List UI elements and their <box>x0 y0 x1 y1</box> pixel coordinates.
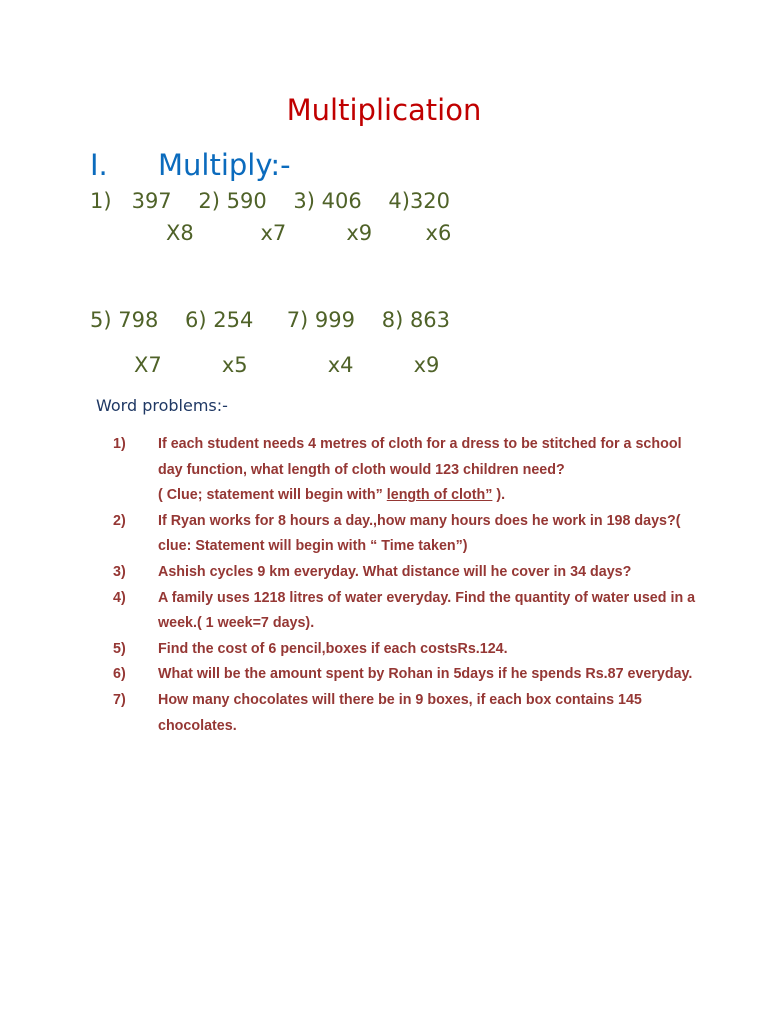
problem-clue: ( Clue; statement will begin with” <box>158 487 387 504</box>
item-number: 6) <box>113 666 126 683</box>
multiply-row-2-factors: X7 x5 x4 x9 <box>134 353 440 377</box>
item-number: 1) <box>113 436 126 452</box>
section-number: I. <box>90 148 108 182</box>
word-problems-list <box>0 432 768 739</box>
item-number: 7) <box>113 691 126 708</box>
problem-text: How many chocolates will there be in 9 boxes, if each box contains 145 chocolates. <box>158 691 642 734</box>
list-item <box>0 586 698 637</box>
problem-text: A family uses 1218 litres of water everyday. Find the quantity of water used in a week.( 1 week=7 days). <box>158 589 696 632</box>
problem-text: If each student needs 4 metres of cloth for a dress to be stitched for a school day function, what length of cloth would 123 children need? <box>158 436 682 478</box>
multiply-row-1-factors: X8 x7 x9 x6 <box>166 221 452 245</box>
problem-text: What will be the amount spent by Rohan in 5days if he spends Rs.87 everyday. <box>158 666 693 683</box>
section-heading <box>90 145 291 185</box>
item-number: 2) <box>113 512 126 529</box>
section-label: Multiply:- <box>158 148 291 182</box>
problem-text: If Ryan works for 8 hours a day.,how many hours does he work in 198 days?( clue: Statement will begin with “ Time taken”) <box>158 512 681 555</box>
item-number: 5) <box>113 640 126 657</box>
word-problems-heading: Word problems:- <box>96 396 228 415</box>
list-item <box>0 662 698 688</box>
problem-text: Find the cost of 6 pencil,boxes if each costsRs.124. <box>158 640 508 657</box>
item-number: 3) <box>113 563 126 580</box>
problem-clue-underlined: length of cloth” <box>386 487 493 504</box>
multiply-row-1-numbers: 1) 397 2) 590 3) 406 4)320 <box>90 189 451 213</box>
item-number: 4) <box>113 589 126 606</box>
list-item <box>0 560 698 586</box>
list-item <box>0 432 698 509</box>
page-title: Multiplication <box>286 93 482 127</box>
problem-text: Ashish cycles 9 km everyday. What distance will he cover in 34 days? <box>158 563 632 580</box>
list-item <box>0 509 698 560</box>
multiply-row-2-numbers: 5) 798 6) 254 7) 999 8) 863 <box>90 308 451 332</box>
problem-clue-end: ). <box>492 487 506 504</box>
list-item <box>0 637 698 663</box>
list-item <box>0 688 698 739</box>
